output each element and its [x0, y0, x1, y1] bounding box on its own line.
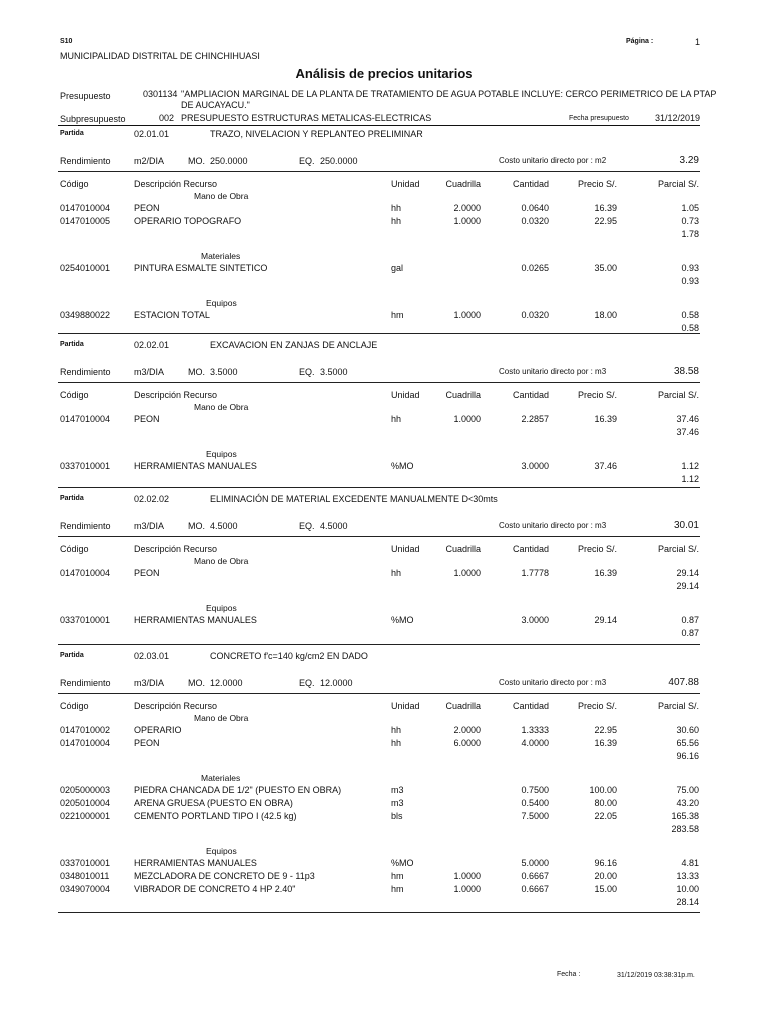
table-row	[0, 738, 768, 750]
rendimiento-label: Rendimiento	[60, 367, 111, 377]
col-descripcion: Descripción Recurso	[134, 701, 218, 711]
row-parcial: 43.20	[676, 798, 699, 808]
partida-desc: TRAZO, NIVELACION Y REPLANTEO PRELIMINAR	[210, 129, 423, 139]
row-descripcion: PEON	[134, 568, 160, 578]
costo-unitario-value: 407.88	[668, 677, 699, 688]
row-unidad: hh	[391, 568, 402, 578]
group-subtotal: 283.58	[671, 824, 699, 834]
partida-separator-rule	[58, 644, 700, 645]
partida-label: Partida	[60, 652, 84, 659]
col-precio: Precio S/.	[577, 701, 617, 711]
col-unidad: Unidad	[391, 179, 420, 189]
mo-label: MO.	[188, 367, 205, 377]
row-descripcion: HERRAMIENTAS MANUALES	[134, 461, 257, 471]
row-cantidad: 5.0000	[521, 858, 549, 868]
row-cantidad: 3.0000	[521, 615, 549, 625]
mo-value: 4.5000	[210, 521, 238, 531]
row-parcial: 165.38	[671, 811, 699, 821]
entity-name: MUNICIPALIDAD DISTRITAL DE CHINCHIHUASI	[60, 51, 260, 61]
row-descripcion: MEZCLADORA DE CONCRETO DE 9 - 11p3	[134, 871, 315, 881]
row-codigo: 0147010004	[60, 568, 111, 578]
row-cantidad: 0.0320	[521, 310, 549, 320]
rendimiento-label: Rendimiento	[60, 678, 111, 688]
row-unidad: hm	[391, 884, 404, 894]
row-precio: 22.95	[594, 216, 617, 226]
row-parcial: 0.93	[681, 263, 699, 273]
row-descripcion: OPERARIO TOPOGRAFO	[134, 216, 242, 226]
table-row	[0, 263, 768, 275]
col-cuadrilla: Cuadrilla	[445, 179, 481, 189]
row-precio: 16.39	[594, 568, 617, 578]
row-precio: 15.00	[594, 884, 617, 894]
row-parcial: 30.60	[676, 725, 699, 735]
row-parcial: 75.00	[676, 785, 699, 795]
col-parcial: Parcial S/.	[657, 179, 699, 189]
rendimiento-rule	[58, 171, 700, 172]
row-cuadrilla: 1.0000	[453, 871, 481, 881]
row-descripcion: PIEDRA CHANCADA DE 1/2" (PUESTO EN OBRA)	[134, 785, 342, 795]
eq-label: EQ.	[299, 156, 315, 166]
subpresupuesto-code: 002	[159, 113, 175, 123]
row-descripcion: ARENA GRUESA (PUESTO EN OBRA)	[134, 798, 293, 808]
col-cantidad: Cantidad	[512, 701, 549, 711]
table-row	[0, 884, 768, 896]
col-cantidad: Cantidad	[512, 179, 549, 189]
group-subtotal: 96.16	[676, 751, 699, 761]
row-unidad: hh	[391, 203, 402, 213]
col-precio: Precio S/.	[577, 179, 617, 189]
eq-label: EQ.	[299, 678, 315, 688]
row-unidad: gal	[391, 263, 404, 273]
group-subtotal: 1.12	[681, 474, 699, 484]
subpresupuesto-desc: PRESUPUESTO ESTRUCTURAS METALICAS-ELECTRICAS	[181, 113, 432, 123]
bottom-rule	[58, 912, 700, 913]
row-precio: 37.46	[594, 461, 617, 471]
col-cuadrilla: Cuadrilla	[445, 544, 481, 554]
col-cantidad: Cantidad	[512, 544, 549, 554]
partida-code: 02.02.02	[134, 494, 170, 504]
row-parcial: 13.33	[676, 871, 699, 881]
row-cantidad: 0.0265	[521, 263, 549, 273]
col-precio: Precio S/.	[577, 544, 617, 554]
presupuesto-label: Presupuesto	[60, 91, 111, 101]
mo-value: 12.0000	[210, 678, 243, 688]
table-row	[0, 615, 768, 627]
row-codigo: 0147010002	[60, 725, 111, 735]
row-codigo: 0254010001	[60, 263, 111, 273]
eq-label: EQ.	[299, 367, 315, 377]
costo-unitario-label: Costo unitario directo por : m2	[499, 156, 607, 165]
row-codigo: 0337010001	[60, 461, 111, 471]
col-parcial: Parcial S/.	[657, 390, 699, 400]
row-precio: 100.00	[589, 785, 617, 795]
row-codigo: 0205000003	[60, 785, 111, 795]
group-subtotal: 37.46	[676, 427, 699, 437]
group-name: Mano de Obra	[194, 713, 249, 723]
group-name: Equipos	[206, 449, 237, 459]
row-cantidad: 1.7778	[521, 568, 549, 578]
group-subtotal: 0.93	[681, 276, 699, 286]
eq-value: 12.0000	[320, 678, 353, 688]
row-codigo: 0337010001	[60, 615, 111, 625]
table-row	[0, 203, 768, 215]
row-unidad: hh	[391, 414, 402, 424]
row-cuadrilla: 1.0000	[453, 568, 481, 578]
col-descripcion: Descripción Recurso	[134, 179, 218, 189]
col-parcial: Parcial S/.	[657, 701, 699, 711]
group-subtotal: 28.14	[676, 897, 699, 907]
rendimiento-unit: m3/DIA	[134, 521, 165, 531]
costo-unitario-label: Costo unitario directo por : m3	[499, 521, 607, 530]
header-rule	[58, 125, 700, 126]
col-descripcion: Descripción Recurso	[134, 544, 218, 554]
row-precio: 22.95	[594, 725, 617, 735]
rendimiento-unit: m3/DIA	[134, 678, 165, 688]
costo-unitario-label: Costo unitario directo por : m3	[499, 678, 607, 687]
row-descripcion: ESTACION TOTAL	[134, 310, 210, 320]
row-unidad: hh	[391, 725, 402, 735]
row-parcial: 65.56	[676, 738, 699, 748]
row-parcial: 1.05	[681, 203, 699, 213]
row-precio: 29.14	[594, 615, 617, 625]
row-cantidad: 0.6667	[521, 871, 549, 881]
table-row	[0, 811, 768, 823]
subpresupuesto-label: Subpresupuesto	[60, 114, 126, 124]
row-unidad: hm	[391, 871, 404, 881]
row-cantidad: 1.3333	[521, 725, 549, 735]
partida-label: Partida	[60, 495, 84, 502]
row-descripcion: CEMENTO PORTLAND TIPO I (42.5 kg)	[134, 811, 297, 821]
row-descripcion: OPERARIO	[134, 725, 182, 735]
group-name: Equipos	[206, 603, 237, 613]
rendimiento-rule	[58, 536, 700, 537]
group-name: Materiales	[201, 251, 241, 261]
row-parcial: 29.14	[676, 568, 699, 578]
eq-value: 3.5000	[320, 367, 348, 377]
row-cantidad: 0.7500	[521, 785, 549, 795]
row-codigo: 0205010004	[60, 798, 111, 808]
row-parcial: 10.00	[676, 884, 699, 894]
col-cuadrilla: Cuadrilla	[445, 390, 481, 400]
row-precio: 16.39	[594, 414, 617, 424]
rendimiento-rule	[58, 382, 700, 383]
row-descripcion: PEON	[134, 203, 160, 213]
costo-unitario-value: 30.01	[673, 520, 699, 531]
report-code: S10	[60, 38, 73, 45]
presupuesto-code: 0301134	[143, 89, 178, 99]
partida-separator-rule	[58, 333, 700, 334]
row-precio: 80.00	[594, 798, 617, 808]
row-precio: 16.39	[594, 738, 617, 748]
row-unidad: %MO	[391, 461, 414, 471]
col-parcial: Parcial S/.	[657, 544, 699, 554]
row-unidad: bls	[391, 811, 403, 821]
footer-fecha-value: 31/12/2019 03:38:31p.m.	[617, 972, 695, 979]
col-codigo: Código	[60, 544, 89, 554]
row-unidad: %MO	[391, 858, 414, 868]
row-descripcion: PEON	[134, 738, 160, 748]
row-unidad: hh	[391, 738, 402, 748]
mo-label: MO.	[188, 156, 205, 166]
group-name: Materiales	[201, 773, 241, 783]
row-precio: 35.00	[594, 263, 617, 273]
partida-label: Partida	[60, 130, 84, 137]
table-row	[0, 798, 768, 810]
eq-value: 250.0000	[320, 156, 358, 166]
row-parcial: 0.73	[681, 216, 699, 226]
row-unidad: %MO	[391, 615, 414, 625]
group-subtotal: 1.78	[681, 229, 699, 239]
eq-value: 4.5000	[320, 521, 348, 531]
row-codigo: 0147010004	[60, 203, 111, 213]
row-parcial: 37.46	[676, 414, 699, 424]
row-descripcion: HERRAMIENTAS MANUALES	[134, 858, 257, 868]
partida-code: 02.01.01	[134, 129, 170, 139]
table-row	[0, 785, 768, 797]
row-cuadrilla: 2.0000	[453, 203, 481, 213]
fecha-presupuesto-label: Fecha presupuesto	[569, 115, 629, 122]
rendimiento-rule	[58, 693, 700, 694]
mo-value: 3.5000	[210, 367, 238, 377]
footer-fecha-label: Fecha :	[557, 971, 581, 978]
presupuesto-desc-line1: "AMPLIACION MARGINAL DE LA PLANTA DE TRATAMIENTO DE AGUA POTABLE INCLUYE: CERCO PERIMETRICO DE LA PTAP	[181, 89, 717, 99]
partida-label: Partida	[60, 341, 84, 348]
table-row	[0, 725, 768, 737]
col-unidad: Unidad	[391, 390, 420, 400]
col-unidad: Unidad	[391, 701, 420, 711]
partida-desc: EXCAVACION EN ZANJAS DE ANCLAJE	[210, 340, 378, 350]
table-row	[0, 216, 768, 228]
row-descripcion: PINTURA ESMALTE SINTETICO	[134, 263, 268, 273]
row-unidad: m3	[391, 785, 404, 795]
row-descripcion: VIBRADOR DE CONCRETO 4 HP 2.40"	[134, 884, 296, 894]
group-subtotal: 0.58	[681, 323, 699, 333]
partida-code: 02.03.01	[134, 651, 170, 661]
row-codigo: 0221000001	[60, 811, 111, 821]
row-precio: 20.00	[594, 871, 617, 881]
col-codigo: Código	[60, 701, 89, 711]
row-parcial: 0.58	[681, 310, 699, 320]
group-name: Equipos	[206, 298, 237, 308]
rendimiento-unit: m2/DIA	[134, 156, 165, 166]
table-row	[0, 858, 768, 870]
page-title: Análisis de precios unitarios	[295, 66, 473, 81]
group-name: Mano de Obra	[194, 191, 249, 201]
group-name: Equipos	[206, 846, 237, 856]
row-cantidad: 0.0640	[521, 203, 549, 213]
row-parcial: 4.81	[681, 858, 699, 868]
row-parcial: 1.12	[681, 461, 699, 471]
table-row	[0, 568, 768, 580]
table-row	[0, 310, 768, 322]
row-cuadrilla: 1.0000	[453, 310, 481, 320]
group-subtotal: 29.14	[676, 581, 699, 591]
col-unidad: Unidad	[391, 544, 420, 554]
row-cuadrilla: 2.0000	[453, 725, 481, 735]
rendimiento-unit: m3/DIA	[134, 367, 165, 377]
row-descripcion: PEON	[134, 414, 160, 424]
rendimiento-label: Rendimiento	[60, 156, 111, 166]
row-codigo: 0147010004	[60, 738, 111, 748]
row-codigo: 0348010011	[60, 871, 110, 881]
partida-separator-rule	[58, 487, 700, 488]
row-cantidad: 0.5400	[521, 798, 549, 808]
group-name: Mano de Obra	[194, 402, 249, 412]
table-row	[0, 871, 768, 883]
row-parcial: 0.87	[681, 615, 699, 625]
row-codigo: 0349070004	[60, 884, 111, 894]
row-precio: 16.39	[594, 203, 617, 213]
group-name: Mano de Obra	[194, 556, 249, 566]
row-cantidad: 4.0000	[521, 738, 549, 748]
page-label: Página :	[626, 38, 654, 45]
costo-unitario-label: Costo unitario directo por : m3	[499, 367, 607, 376]
table-row	[0, 414, 768, 426]
row-descripcion: HERRAMIENTAS MANUALES	[134, 615, 257, 625]
row-unidad: hm	[391, 310, 404, 320]
partida-desc: ELIMINACIÓN DE MATERIAL EXCEDENTE MANUALMENTE D<30mts	[210, 494, 498, 504]
presupuesto-desc-line2: DE AUCAYACU."	[181, 100, 250, 110]
rendimiento-label: Rendimiento	[60, 521, 111, 531]
page-number: 1	[694, 37, 700, 47]
row-unidad: m3	[391, 798, 404, 808]
row-cantidad: 0.6667	[521, 884, 549, 894]
mo-value: 250.0000	[210, 156, 248, 166]
fecha-presupuesto: 31/12/2019	[654, 113, 700, 123]
row-precio: 22.05	[594, 811, 617, 821]
partida-desc: CONCRETO f'c=140 kg/cm2 EN DADO	[210, 651, 368, 661]
row-codigo: 0337010001	[60, 858, 111, 868]
row-codigo: 0349880022	[60, 310, 111, 320]
row-cuadrilla: 1.0000	[453, 216, 481, 226]
group-subtotal: 0.87	[681, 628, 699, 638]
partida-code: 02.02.01	[134, 340, 170, 350]
col-cuadrilla: Cuadrilla	[445, 701, 481, 711]
row-precio: 18.00	[594, 310, 617, 320]
col-descripcion: Descripción Recurso	[134, 390, 218, 400]
row-precio: 96.16	[594, 858, 617, 868]
row-cantidad: 0.0320	[521, 216, 549, 226]
col-cantidad: Cantidad	[512, 390, 549, 400]
row-codigo: 0147010004	[60, 414, 111, 424]
col-codigo: Código	[60, 390, 89, 400]
row-unidad: hh	[391, 216, 402, 226]
row-cantidad: 2.2857	[521, 414, 549, 424]
row-codigo: 0147010005	[60, 216, 111, 226]
mo-label: MO.	[188, 678, 205, 688]
row-cuadrilla: 6.0000	[453, 738, 481, 748]
row-cuadrilla: 1.0000	[453, 884, 481, 894]
mo-label: MO.	[188, 521, 205, 531]
col-precio: Precio S/.	[577, 390, 617, 400]
row-cuadrilla: 1.0000	[453, 414, 481, 424]
eq-label: EQ.	[299, 521, 315, 531]
table-row	[0, 461, 768, 473]
costo-unitario-value: 38.58	[673, 366, 699, 377]
col-codigo: Código	[60, 179, 89, 189]
row-cantidad: 7.5000	[521, 811, 549, 821]
costo-unitario-value: 3.29	[679, 155, 699, 166]
row-cantidad: 3.0000	[521, 461, 549, 471]
